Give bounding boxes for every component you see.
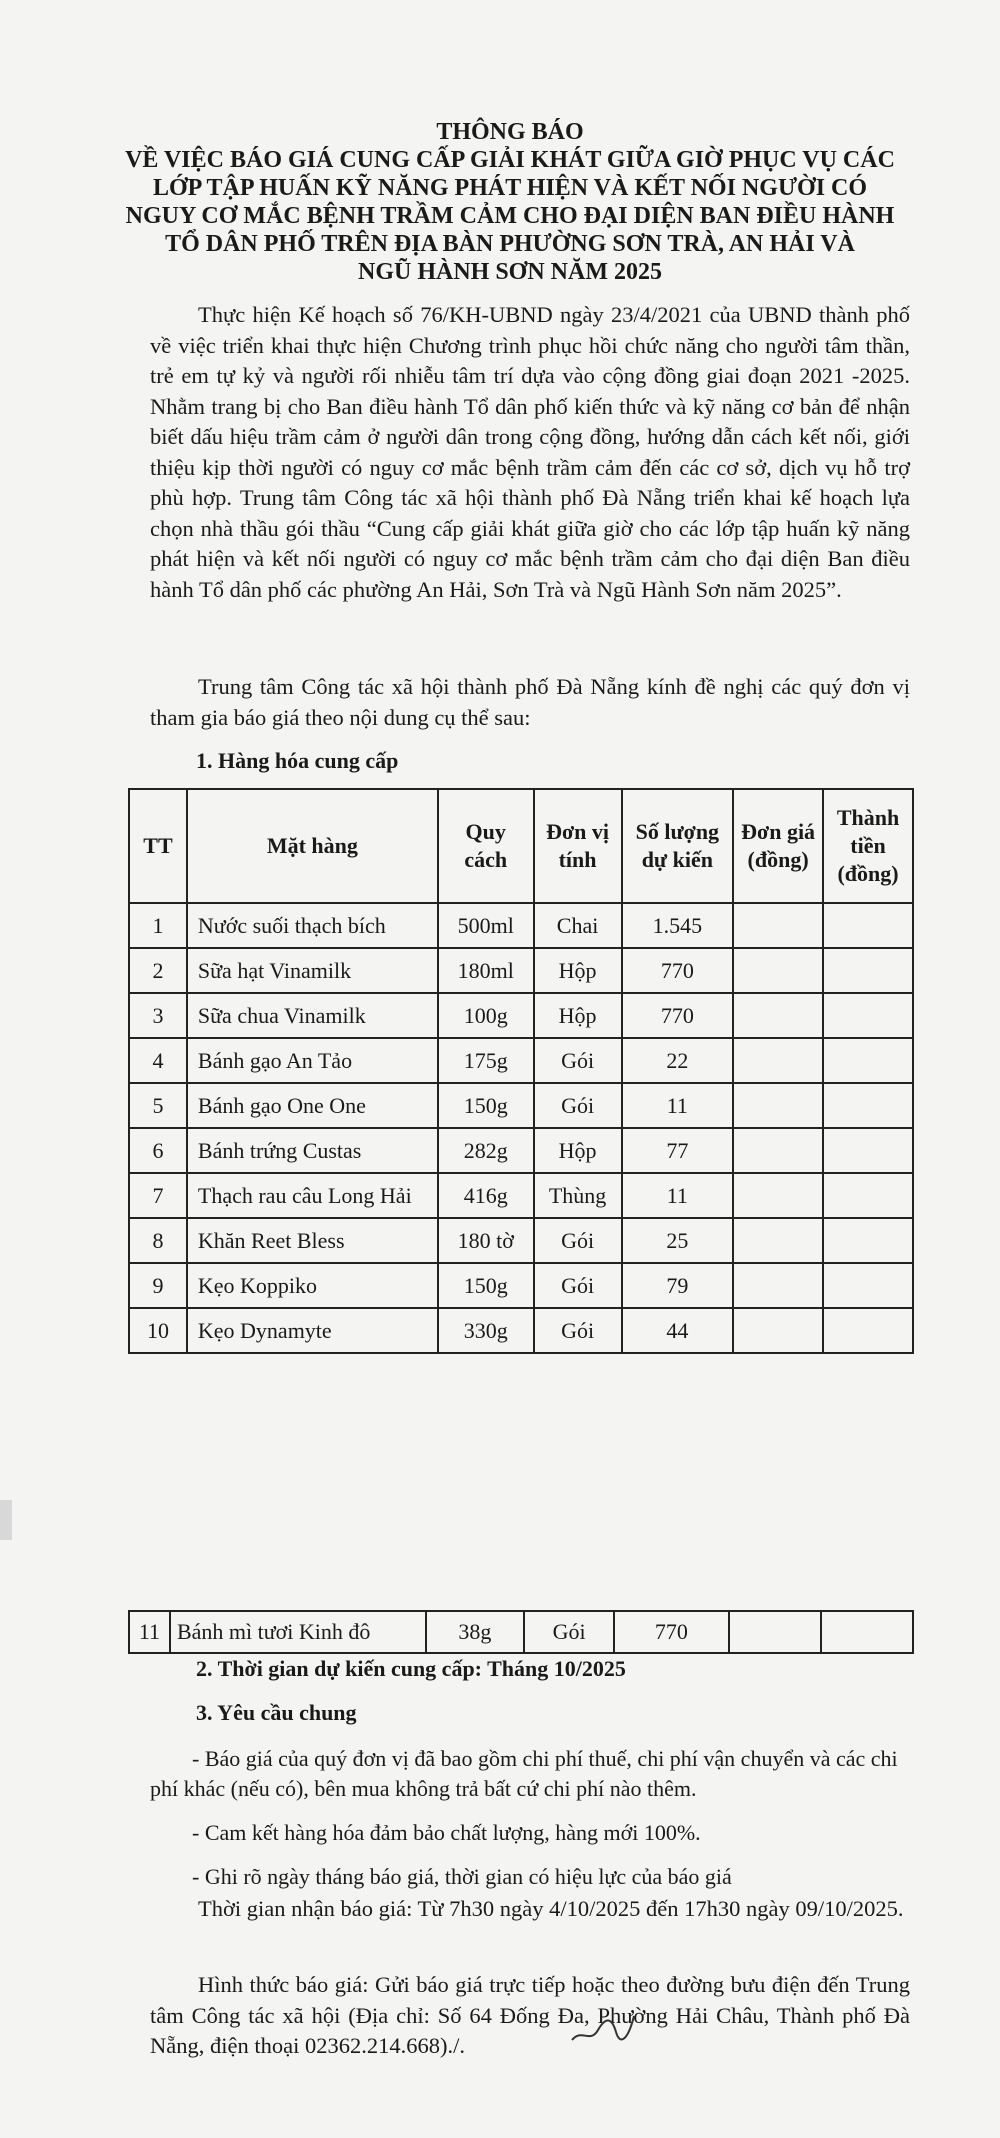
cell-price (733, 1173, 823, 1218)
cell-price (729, 1611, 821, 1653)
intro-paragraph: Thực hiện Kế hoạch số 76/KH-UBND ngày 23/4/2021 của UBND thành phố về việc triển khai thực hiện Chương trình phục hồi chức năng cho người tâm thần, trẻ em tự kỷ và người rối nhiễu tâm trí dựa vào cộng đồng giai đoạn 2021 -2025. Nhằm trang bị cho Ban điều hành Tổ dân phố kiến thức và kỹ năng cơ bản để nhận biết dấu hiệu trầm cảm ở người dân trong cộng đồng, hướng dẫn cách kết nối, giới thiệu kịp thời người có nguy cơ mắc bệnh trầm cảm đến các cơ sở, dịch vụ hỗ trợ phù hợp. Trung tâm Công tác xã hội thành phố Đà Nẵng triển khai kế hoạch lựa chọn nhà thầu gói thầu “Cung cấp giải khát giữa giờ cho các lớp tập huấn kỹ năng phát hiện và kết nối người có nguy cơ mắc bệnh trầm cảm cho đại diện Ban điều hành Tổ dân phố các phường An Hải, Sơn Trà và Ngũ Hành Sơn năm 2025”. (150, 302, 910, 602)
cell-unit: Chai (534, 903, 622, 948)
cell-tt: 10 (129, 1308, 187, 1353)
cell-item: Sữa hạt Vinamilk (187, 948, 438, 993)
cell-tt: 1 (129, 903, 187, 948)
cell-item: Bánh mì tươi Kinh đô (170, 1611, 426, 1653)
table-row (129, 1173, 913, 1218)
cell-unit: Gói (534, 1263, 622, 1308)
title-line: VỀ VIỆC BÁO GIÁ CUNG CẤP GIẢI KHÁT GIỮA GIỜ PHỤC VỤ CÁC (125, 147, 895, 173)
cell-qty: 44 (622, 1308, 734, 1353)
cell-spec: 282g (438, 1128, 534, 1173)
cell-spec: 330g (438, 1308, 534, 1353)
table-row (129, 903, 913, 948)
document-title (120, 118, 900, 286)
cell-qty: 770 (622, 948, 734, 993)
goods-table-continued (128, 1610, 914, 1654)
table-row (129, 1083, 913, 1128)
cell-spec: 500ml (438, 903, 534, 948)
title-line: NGŨ HÀNH SƠN NĂM 2025 (358, 259, 662, 285)
cell-qty: 770 (614, 1611, 729, 1653)
cell-total (823, 1038, 913, 1083)
cell-total (821, 1611, 913, 1653)
cell-item: Bánh gạo An Tảo (187, 1038, 438, 1083)
cell-unit: Gói (534, 1038, 622, 1083)
cell-total (823, 1263, 913, 1308)
header-tt: TT (129, 789, 187, 903)
cell-price (733, 903, 823, 948)
cell-tt: 2 (129, 948, 187, 993)
header-total: Thành tiền (đồng) (823, 789, 913, 903)
cell-tt: 4 (129, 1038, 187, 1083)
request-paragraph: Trung tâm Công tác xã hội thành phố Đà Nẵng kính đề nghị các quý đơn vị tham gia báo giá theo nội dung cụ thể sau: (150, 674, 910, 730)
cell-spec: 416g (438, 1173, 534, 1218)
title-line: NGUY CƠ MẮC BỆNH TRẦM CẢM CHO ĐẠI DIỆN BAN ĐIỀU HÀNH (125, 203, 895, 229)
submission-paragraph: Hình thức báo giá: Gửi báo giá trực tiếp hoặc theo đường bưu điện đến Trung tâm Công tác xã hội (Địa chỉ: Số 64 Đống Đa, Phường Hải Châu, Thành phố Đà Nẵng, điện thoại 02362.214.668)./. (150, 1972, 910, 2058)
cell-tt: 11 (129, 1611, 170, 1653)
cell-qty: 25 (622, 1218, 734, 1263)
cell-item: Sữa chua Vinamilk (187, 993, 438, 1038)
cell-unit: Gói (534, 1083, 622, 1128)
header-item: Mặt hàng (187, 789, 438, 903)
section-heading-goods: 1. Hàng hóa cung cấp (196, 748, 399, 773)
cell-total (823, 1308, 913, 1353)
cell-item: Kẹo Dynamyte (187, 1308, 438, 1353)
cell-total (823, 1218, 913, 1263)
cell-item: Thạch rau câu Long Hải (187, 1173, 438, 1218)
section-heading-time: 2. Thời gian dự kiến cung cấp: Tháng 10/2025 (196, 1656, 626, 1681)
cell-item: Khăn Reet Bless (187, 1218, 438, 1263)
cell-unit: Hộp (534, 948, 622, 993)
cell-unit: Hộp (534, 993, 622, 1038)
cell-item: Bánh gạo One One (187, 1083, 438, 1128)
cell-unit: Hộp (534, 1128, 622, 1173)
title-line: THÔNG BÁO (436, 119, 584, 145)
table-row (129, 1038, 913, 1083)
cell-qty: 22 (622, 1038, 734, 1083)
requirement-item: - Ghi rõ ngày tháng báo giá, thời gian có hiệu lực của báo giá (192, 1864, 732, 1889)
header-spec: Quy cách (438, 789, 534, 903)
header-price: Đơn giá (đồng) (733, 789, 823, 903)
title-line: LỚP TẬP HUẤN KỸ NĂNG PHÁT HIỆN VÀ KẾT NỐI NGƯỜI CÓ (152, 175, 868, 201)
table-header-row (129, 789, 913, 903)
title-line: TỔ DÂN PHỐ TRÊN ĐỊA BÀN PHƯỜNG SƠN TRÀ, AN HẢI VÀ (165, 231, 855, 257)
cell-unit: Gói (534, 1218, 622, 1263)
section-heading-requirements: 3. Yêu cầu chung (196, 1700, 357, 1725)
cell-item: Nước suối thạch bích (187, 903, 438, 948)
cell-spec: 180ml (438, 948, 534, 993)
table-row (129, 1611, 913, 1653)
cell-price (733, 1308, 823, 1353)
cell-price (733, 1083, 823, 1128)
table-row (129, 1218, 913, 1263)
table-row (129, 993, 913, 1038)
table-row (129, 1128, 913, 1173)
cell-tt: 8 (129, 1218, 187, 1263)
cell-qty: 77 (622, 1128, 734, 1173)
table-row (129, 1308, 913, 1353)
receive-time-paragraph: Thời gian nhận báo giá: Từ 7h30 ngày 4/10/2025 đến 17h30 ngày 09/10/2025. (198, 1896, 904, 1921)
cell-price (733, 1038, 823, 1083)
table-row (129, 1263, 913, 1308)
handwritten-initial-icon (568, 2010, 638, 2050)
cell-price (733, 1128, 823, 1173)
cell-unit: Gói (524, 1611, 614, 1653)
cell-spec: 38g (426, 1611, 524, 1653)
cell-price (733, 948, 823, 993)
cell-total (823, 948, 913, 993)
cell-total (823, 1128, 913, 1173)
cell-qty: 11 (622, 1083, 734, 1128)
cell-spec: 175g (438, 1038, 534, 1083)
cell-price (733, 1263, 823, 1308)
cell-unit: Gói (534, 1308, 622, 1353)
cell-qty: 770 (622, 993, 734, 1038)
cell-tt: 7 (129, 1173, 187, 1218)
cell-qty: 79 (622, 1263, 734, 1308)
cell-item: Kẹo Koppiko (187, 1263, 438, 1308)
cell-total (823, 1173, 913, 1218)
cell-spec: 150g (438, 1083, 534, 1128)
goods-table (128, 788, 914, 1354)
scan-edge-mark (0, 1500, 12, 1540)
cell-price (733, 993, 823, 1038)
cell-qty: 11 (622, 1173, 734, 1218)
requirement-item: - Cam kết hàng hóa đảm bảo chất lượng, hàng mới 100%. (192, 1820, 701, 1845)
cell-total (823, 1083, 913, 1128)
cell-item: Bánh trứng Custas (187, 1128, 438, 1173)
cell-tt: 9 (129, 1263, 187, 1308)
cell-spec: 100g (438, 993, 534, 1038)
cell-spec: 150g (438, 1263, 534, 1308)
header-qty: Số lượng dự kiến (622, 789, 734, 903)
cell-qty: 1.545 (622, 903, 734, 948)
cell-tt: 6 (129, 1128, 187, 1173)
cell-total (823, 993, 913, 1038)
requirement-item: - Báo giá của quý đơn vị đã bao gồm chi phí thuế, chi phí vận chuyển và các chi phí khác (nếu có), bên mua không trả bất cứ chi phí nào thêm. (150, 1746, 898, 1801)
cell-total (823, 903, 913, 948)
cell-spec: 180 tờ (438, 1218, 534, 1263)
header-unit: Đơn vị tính (534, 789, 622, 903)
cell-tt: 5 (129, 1083, 187, 1128)
cell-tt: 3 (129, 993, 187, 1038)
cell-unit: Thùng (534, 1173, 622, 1218)
cell-price (733, 1218, 823, 1263)
table-row (129, 948, 913, 993)
